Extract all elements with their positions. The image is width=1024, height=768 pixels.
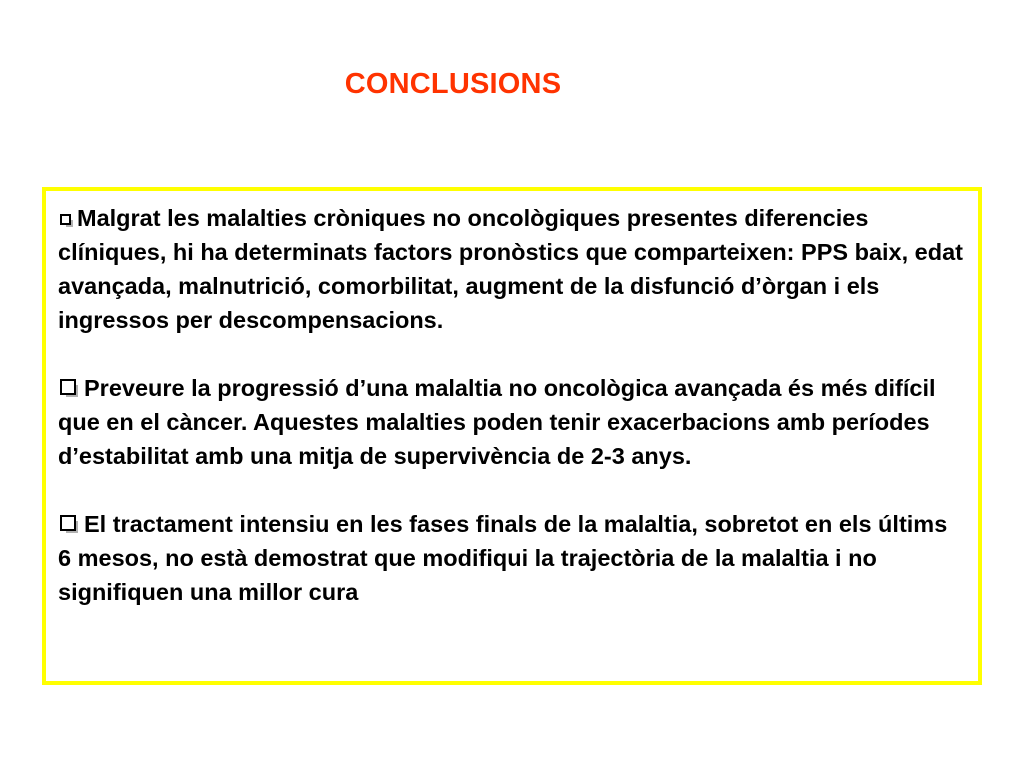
bullet-text: Preveure la progressió d’una malaltia no oncològica avançada és més difícil que en el càncer. Aquestes malalties poden tenir exacerbacions amb períodes d’estabilitat amb una mitja de supervivència de 2-3 anys. <box>58 375 936 469</box>
bullet-item-prognostic-factors <box>58 201 966 337</box>
slide-title: CONCLUSIONS <box>344 68 562 100</box>
bullet-text: Malgrat les malalties cròniques no oncològiques presentes diferencies clíniques, hi ha determinats factors pronòstics que comparteixen: PPS baix, edat avançada, malnutrició, comorbilitat, augment de la disfunció d’òrgan i els ingressos per descompensacions. <box>58 205 963 333</box>
conclusions-box <box>42 187 982 685</box>
bullet-item-intensive-treatment <box>58 507 966 609</box>
bullet-item-progression <box>58 371 966 473</box>
checkbox-icon <box>60 379 76 395</box>
checkbox-icon <box>60 214 71 225</box>
bullet-text: El tractament intensiu en les fases finals de la malaltia, sobretot en els últims 6 mesos, no està demostrat que modifiqui la trajectòria de la malaltia i no signifiquen una millor cura <box>58 511 948 605</box>
checkbox-icon <box>60 515 76 531</box>
